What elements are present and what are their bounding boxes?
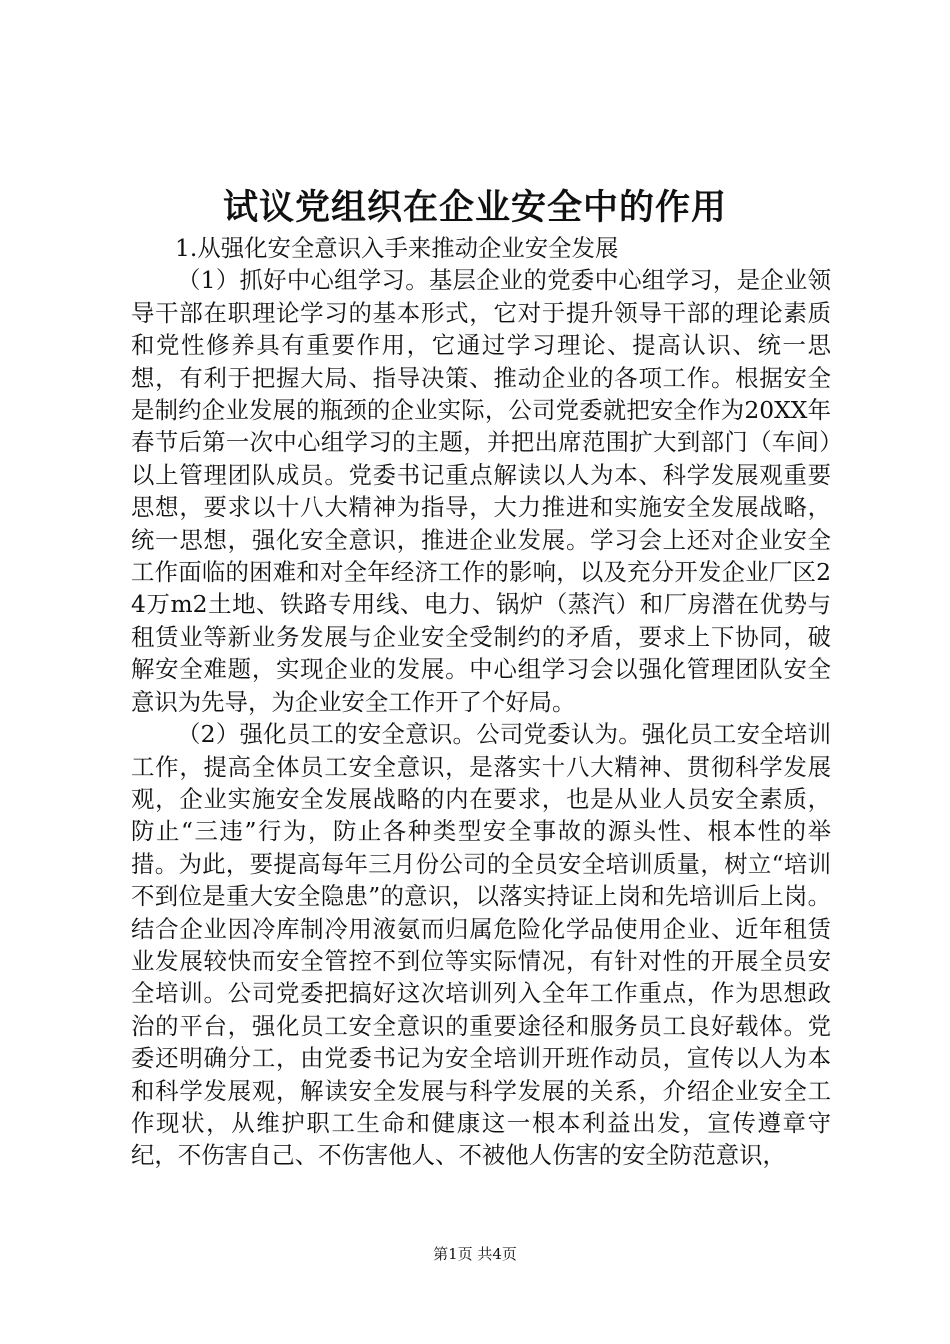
document-title: 试议党组织在企业安全中的作用 <box>222 187 727 228</box>
paragraph: （2）强化员工的安全意识。公司党委认为。强化员工安全培训工作，提高全体员工安全意识，是落实十八大精神、贯彻科学发展观，企业实施安全发展战略的内在要求，也是从业人员安全素质，防止“三违”行为，防止各种类型安全事故的源头性、根本性的举措。为此，要提高每年三月份公司的全员安全培训质量，树立“培训不到位是重大安全隐患”的意识，以落实持证上岗和先培训后上岗。结合企业因冷库制冷用液氨而归属危险化学品使用企业、近年租赁业发展较快而安全管控不到位等实际情况，有针对性的开展全员安全培训。公司党委把搞好这次培训列入全年工作重点，作为思想政治的平台，强化员工安全意识的重要途径和服务员工良好载体。党委还明确分工，由党委书记为安全培训开班作动员，宣传以人为本和科学发展观，解读安全发展与科学发展的关系，介绍企业安全工作现状，从维护职工生命和健康这一根本利益出发，宣传遵章守纪，不伤害自己、不伤害他人、不被他人伤害的安全防范意识， <box>131 720 831 1170</box>
document-body <box>131 232 831 1172</box>
page-number-footer: 第1页 共4页 <box>433 1245 517 1263</box>
section-heading: 1.从强化安全意识入手来推动企业安全发展 <box>175 234 619 262</box>
paragraph: （1）抓好中心组学习。基层企业的党委中心组学习，是企业领导干部在职理论学习的基本形式，它对于提升领导干部的理论素质和党性修养具有重要作用，它通过学习理论、提高认识、统一思想，有利于把握大局、指导决策、推动企业的各项工作。根据安全是制约企业发展的瓶颈的企业实际，公司党委就把安全作为20XX年春节后第一次中心组学习的主题，并把出席范围扩大到部门（车间）以上管理团队成员。党委书记重点解读以人为本、科学发展观重要思想，要求以十八大精神为指导，大力推进和实施安全发展战略，统一思想，强化安全意识，推进企业发展。学习会上还对企业安全工作面临的困难和对全年经济工作的影响，以及充分开发企业厂区24万m2土地、铁路专用线、电力、锅炉（蒸汽）和厂房潜在优势与租赁业等新业务发展与企业安全受制约的矛盾，要求上下协同，破解安全难题，实现企业的发展。中心组学习会以强化管理团队安全意识为先导，为企业安全工作开了个好局。 <box>131 266 831 716</box>
